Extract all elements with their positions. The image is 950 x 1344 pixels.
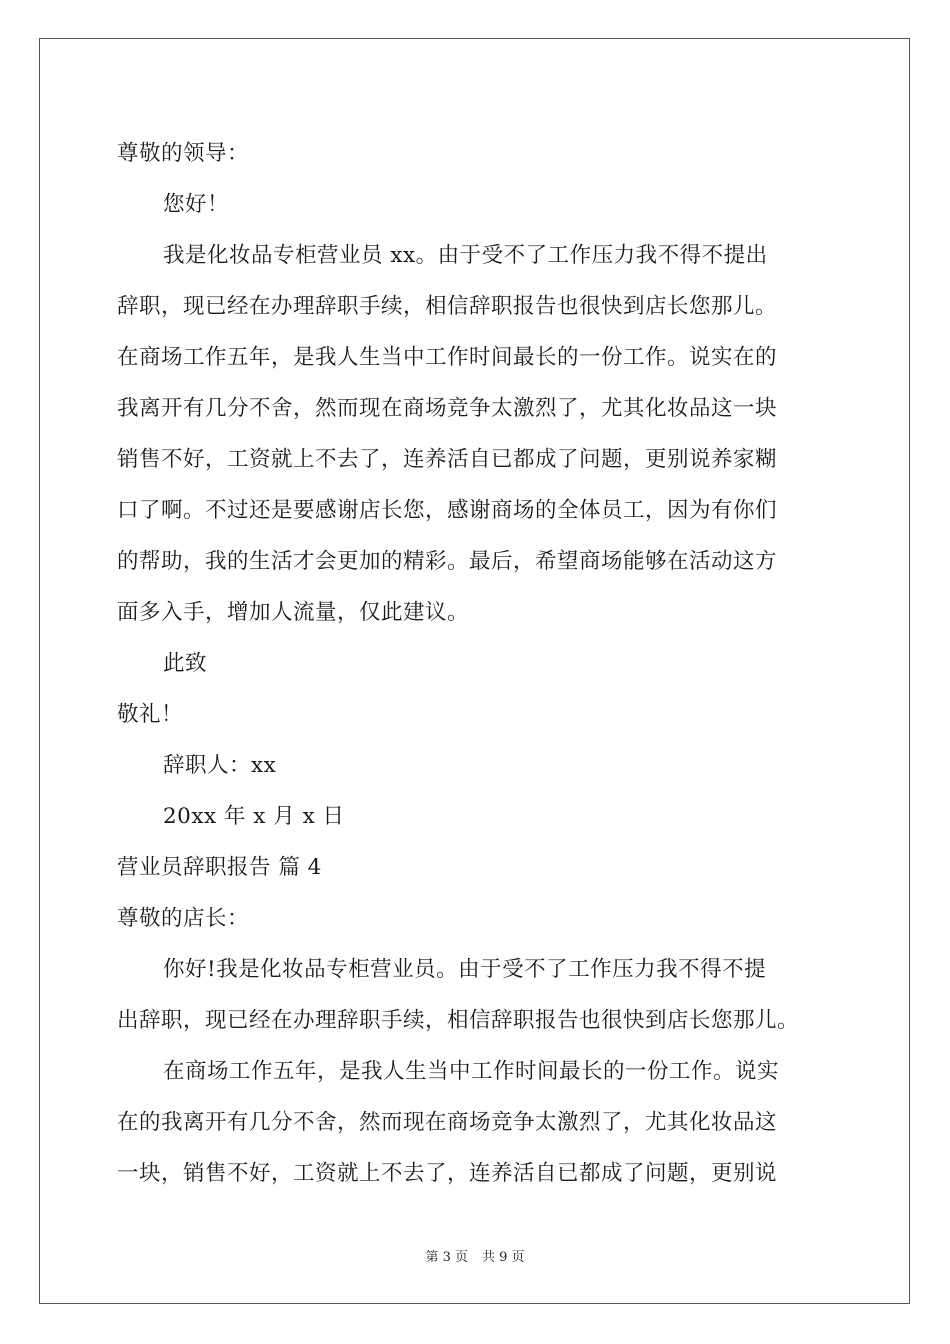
body-line: 辞职，现已经在办理辞职手续，相信辞职报告也很快到店长您那儿。 bbox=[117, 294, 778, 319]
greeting: 您好！ bbox=[163, 192, 230, 217]
body-line: 出辞职，现已经在办理辞职手续，相信辞职报告也很快到店长您那儿。 bbox=[117, 1008, 800, 1033]
body-line: 我是化妆品专柜营业员 xx。由于受不了工作压力我不得不提出 bbox=[163, 243, 768, 268]
section-title: 营业员辞职报告 篇 4 bbox=[117, 855, 322, 880]
signer: 辞职人：xx bbox=[163, 753, 277, 778]
document-body bbox=[117, 128, 837, 1199]
closing-line: 敬礼！ bbox=[117, 702, 184, 727]
body-line: 我离开有几分不舍，然而现在商场竞争太激烈了，尤其化妆品这一块 bbox=[117, 396, 778, 421]
date: 20xx 年 x 月 x 日 bbox=[163, 804, 345, 829]
body-line: 口了啊。不过还是要感谢店长您，感谢商场的全体员工，因为有你们 bbox=[117, 498, 778, 523]
body-line: 在的我离开有几分不舍，然而现在商场竞争太激烈了，尤其化妆品这 bbox=[117, 1110, 778, 1135]
salutation: 尊敬的领导： bbox=[117, 141, 250, 166]
salutation: 尊敬的店长： bbox=[117, 906, 250, 931]
total-pages: 共 9 页 bbox=[482, 1250, 525, 1265]
page-footer bbox=[0, 1246, 950, 1265]
body-line: 的帮助，我的生活才会更加的精彩。最后，希望商场能够在活动这方 bbox=[117, 549, 778, 574]
body-line: 在商场工作五年，是我人生当中工作时间最长的一份工作。说实在的 bbox=[117, 345, 778, 370]
body-line: 一块，销售不好，工资就上不去了，连养活自已都成了问题，更别说 bbox=[117, 1161, 778, 1186]
closing-line: 此致 bbox=[163, 651, 208, 676]
body-line: 面多入手，增加人流量，仅此建议。 bbox=[117, 600, 470, 625]
body-line: 在商场工作五年，是我人生当中工作时间最长的一份工作。说实 bbox=[163, 1059, 780, 1084]
body-line: 销售不好，工资就上不去了，连养活自已都成了问题，更别说养家糊 bbox=[117, 447, 778, 472]
body-line: 你好!我是化妆品专柜营业员。由于受不了工作压力我不得不提 bbox=[163, 957, 767, 982]
page-number: 第 3 页 bbox=[425, 1250, 468, 1265]
